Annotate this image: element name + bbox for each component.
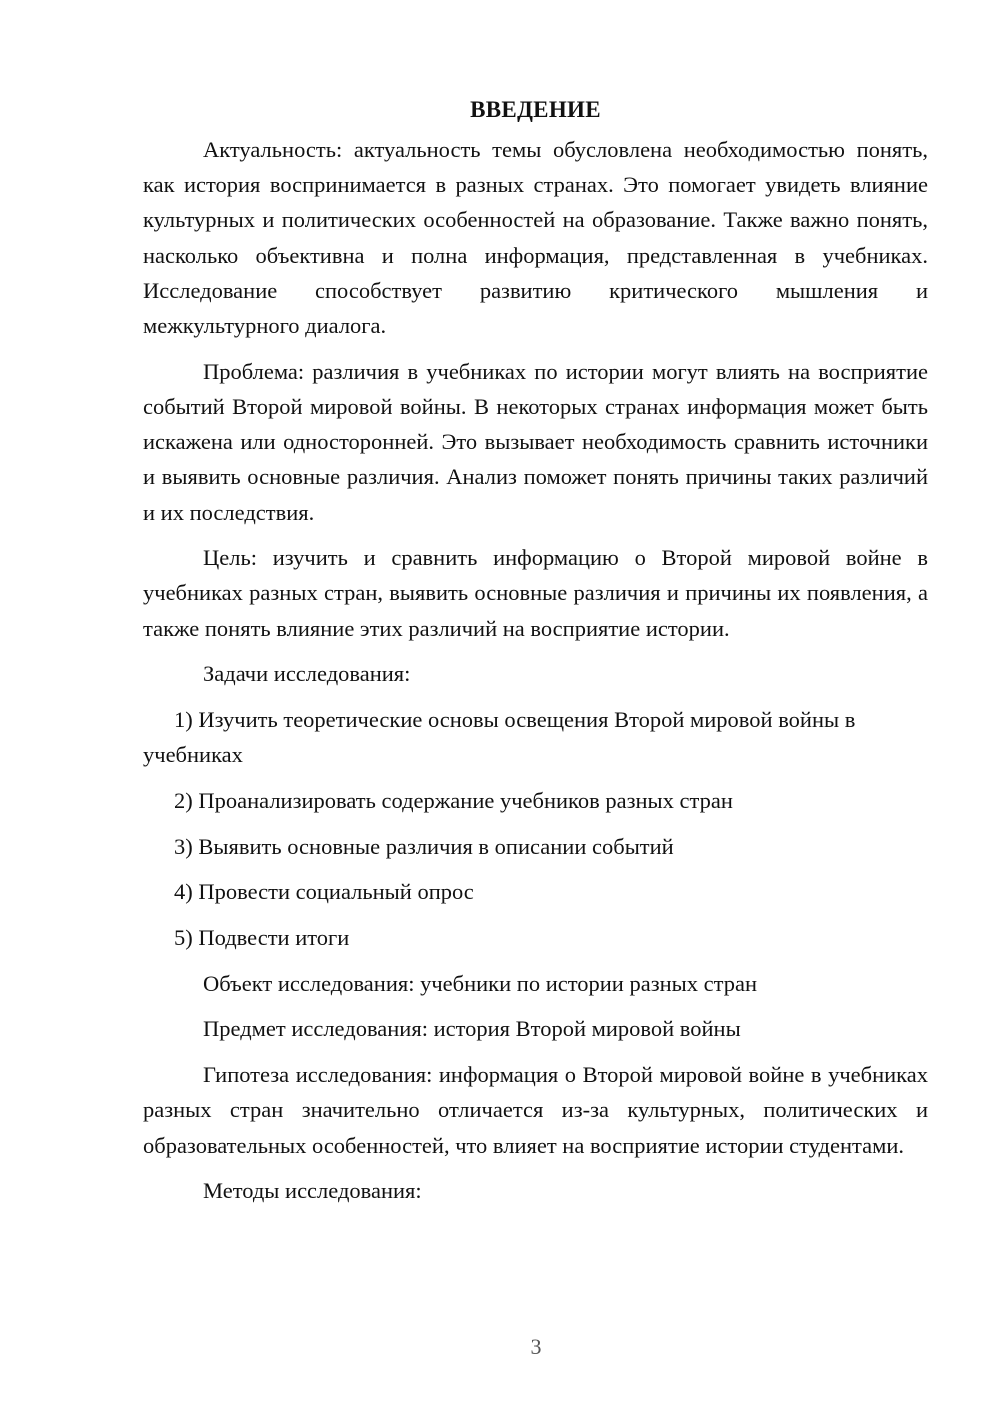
paragraph-goal: Цель: изучить и сравнить информацию о Второй мировой войне в учебниках разных стран, выявить основные различия и причины их появления, а также понять влияние этих различий на восприятие истории.: [143, 545, 928, 641]
tasks-list: [143, 702, 928, 955]
paragraph-object: Объект исследования: учебники по истории разных стран: [203, 970, 757, 996]
list-item: 1) Изучить теоретические основы освещения Второй мировой войны в учебниках: [143, 707, 856, 768]
list-item: 2) Проанализировать содержание учебников разных стран: [174, 787, 733, 813]
list-item: 5) Подвести итоги: [174, 925, 350, 951]
page-number: 3: [530, 1334, 542, 1359]
tasks-title: Задачи исследования:: [203, 661, 411, 687]
methods-title: Методы исследования:: [203, 1178, 422, 1204]
list-item: 4) Провести социальный опрос: [174, 879, 474, 905]
list-item: 3) Выявить основные различия в описании событий: [174, 833, 674, 859]
paragraph-subject: Предмет исследования: история Второй мировой войны: [203, 1016, 741, 1042]
paragraph-problem: Проблема: различия в учебниках по истории могут влиять на восприятие событий Второй мировой войны. В некоторых странах информация может быть искажена или односторонней. Это вызывает необходимость сравнить источники и выявить основные различия. Анализ поможет понять причины таких различий и их последствия.: [143, 358, 928, 525]
section-heading: ВВЕДЕНИЕ: [470, 97, 601, 122]
document-page: [143, 92, 928, 1219]
paragraph-relevance: Актуальность: актуальность темы обусловлена необходимостью понять, как история воспринимается в разных странах. Это помогает увидеть влияние культурных и политических особенностей на образование. Также важно понять, насколько объективна и полна информация, представленная в учебниках. Исследование способствует развитию критического мышления и межкультурного диалога.: [143, 137, 928, 339]
paragraph-hypothesis: Гипотеза исследования: информация о Второй мировой войне в учебниках разных стран значительно отличается из-за культурных, политических и образовательных особенностей, что влияет на восприятие истории студентами.: [143, 1062, 928, 1158]
